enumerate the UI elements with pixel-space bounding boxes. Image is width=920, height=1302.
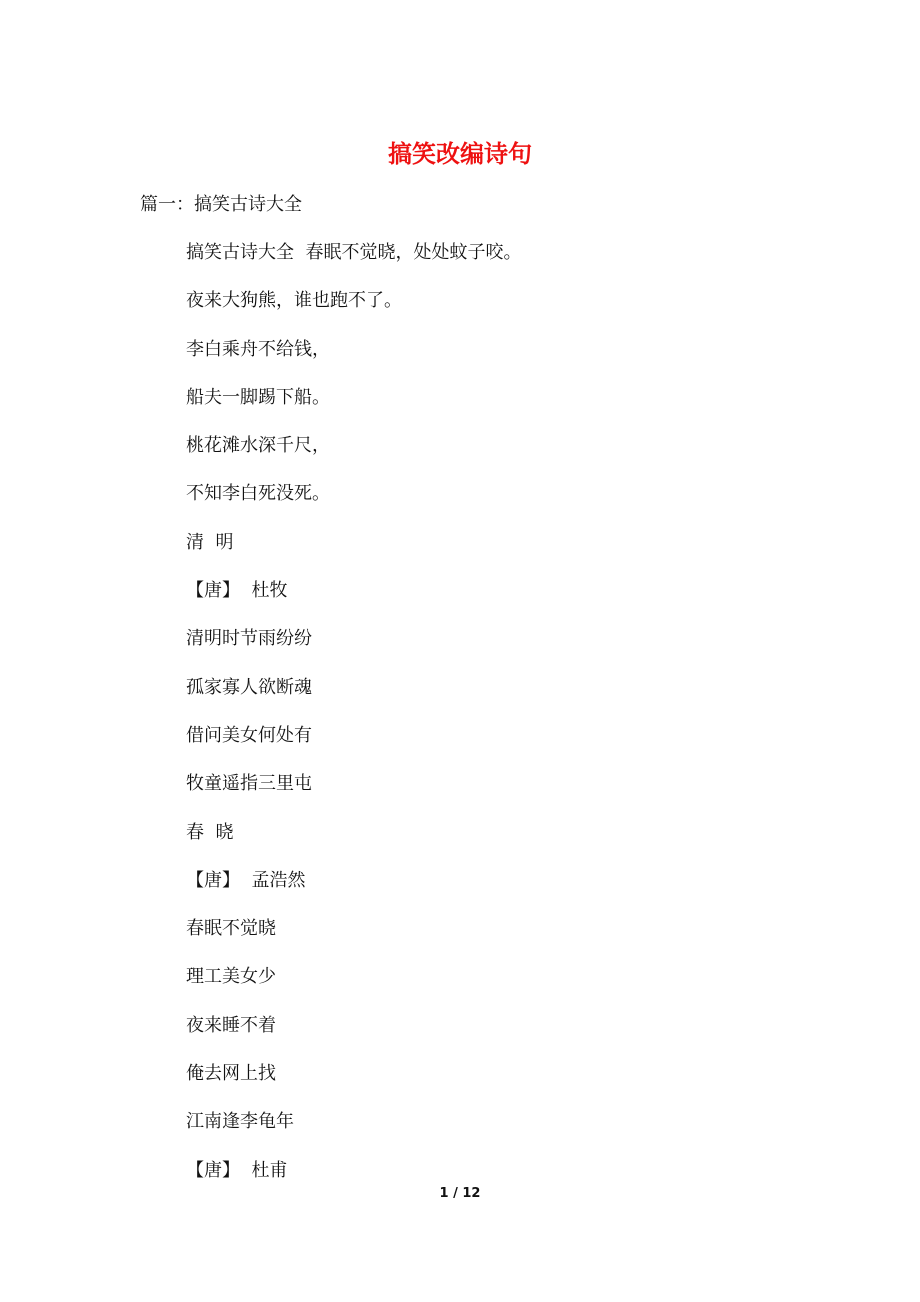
text-line: 江南逢李龟年 [186, 1111, 294, 1133]
text-line: 清明时节雨纷纷 [186, 628, 312, 650]
text-line: 俺去网上找 [186, 1063, 276, 1085]
text-line: 夜来睡不着 [186, 1014, 276, 1036]
text-line: 孤家寡人欲断魂 [186, 676, 312, 698]
text-line: 【唐】 杜甫 [186, 1159, 288, 1181]
text-line: 船夫一脚踢下船。 [186, 386, 330, 408]
text-line: 借问美女何处有 [186, 724, 312, 746]
text-line: 理工美女少 [186, 966, 276, 988]
page-number: 1 / 12 [439, 1186, 481, 1201]
document-title: 搞笑改编诗句 [388, 140, 532, 168]
text-line: 春 晓 [186, 821, 234, 843]
text-line: 【唐】 孟浩然 [186, 869, 306, 891]
text-line: 夜来大狗熊，谁也跑不了。 [186, 290, 402, 312]
text-line: 【唐】 杜牧 [186, 580, 288, 602]
text-line: 清 明 [186, 531, 234, 553]
text-line: 李白乘舟不给钱， [186, 338, 330, 360]
text-line: 春眠不觉晓 [186, 918, 276, 940]
text-line: 不知李白死没死。 [186, 483, 330, 505]
poem-lines [186, 239, 521, 1205]
text-line: 搞笑古诗大全 春眠不觉晓，处处蚊子咬。 [186, 242, 522, 263]
text-line: 牧童遥指三里屯 [186, 773, 312, 795]
text-line: 桃花滩水深千尺， [186, 435, 330, 457]
section-heading: 篇一：搞笑古诗大全 [140, 194, 302, 215]
